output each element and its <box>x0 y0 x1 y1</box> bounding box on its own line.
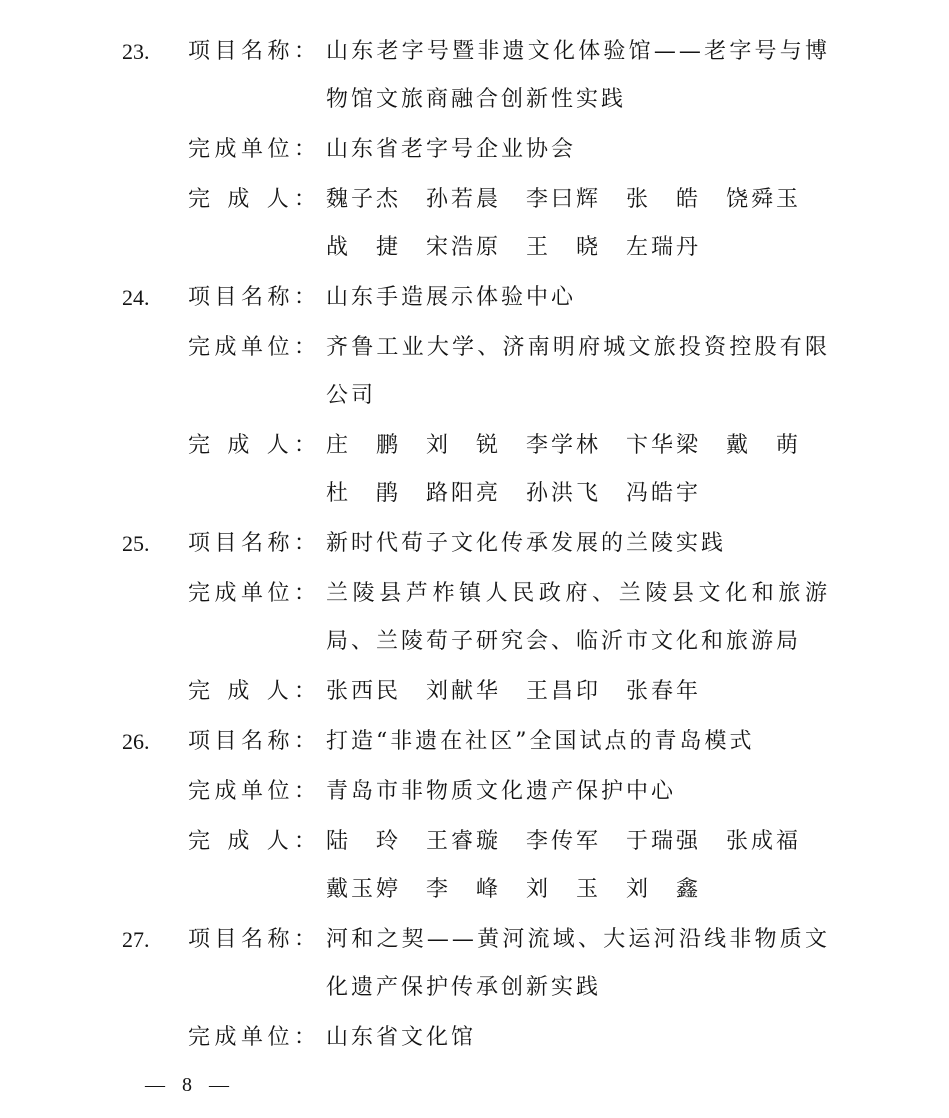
item-24-people-row <box>122 422 842 518</box>
completer-name: 战 捷 <box>326 235 398 260</box>
project-name-text <box>326 718 830 766</box>
project-name-label: 项目名称： <box>188 39 316 64</box>
item-23-project-row <box>122 28 842 124</box>
completer-name: 李 峰 <box>426 877 498 902</box>
item-27-project-row <box>122 916 842 1012</box>
item-23-people-row <box>122 176 842 272</box>
project-name-line: 化遗产保护传承创新实践 <box>326 975 602 1000</box>
completion-unit-label: 完成单位： <box>188 581 316 606</box>
project-name-text <box>326 28 830 124</box>
completer-name: 魏子杰 <box>326 187 398 212</box>
completers-names-row <box>326 866 830 914</box>
completion-unit-line: 山东省文化馆 <box>326 1025 477 1050</box>
completer-name: 张春年 <box>626 679 698 704</box>
project-name-label: 项目名称： <box>188 729 316 754</box>
completer-name: 张 皓 <box>626 187 698 212</box>
item-24-unit-row <box>122 324 842 420</box>
completers-names-row <box>326 224 830 272</box>
completer-name: 刘献华 <box>426 679 498 704</box>
completers-label: 完 成 人： <box>188 433 316 458</box>
completers-label: 完 成 人： <box>188 187 316 212</box>
completers-list <box>326 818 830 914</box>
project-name-line: 物馆文旅商融合创新性实践 <box>326 87 627 112</box>
completers-list <box>326 422 830 518</box>
item-number: 24. <box>122 285 150 310</box>
completion-unit-label: 完成单位： <box>188 779 316 804</box>
completer-name: 刘 锐 <box>426 433 498 458</box>
completers-label: 完 成 人： <box>188 679 316 704</box>
completion-unit-line: 齐鲁工业大学、济南明府城文旅投资控股有限 <box>326 335 830 360</box>
project-name-line: 山东老字号暨非遗文化体验馆——老字号与博 <box>326 39 830 64</box>
completion-unit-line: 公司 <box>326 383 377 408</box>
completion-unit-label: 完成单位： <box>188 1025 316 1050</box>
completer-name: 王睿璇 <box>426 829 498 854</box>
item-27-unit-row <box>122 1014 842 1062</box>
completer-name: 杜 鹃 <box>326 481 398 506</box>
completer-name: 刘 鑫 <box>626 877 698 902</box>
completer-name: 庄 鹏 <box>326 433 398 458</box>
item-25-project-row <box>122 520 842 568</box>
completer-name: 饶舜玉 <box>726 187 798 212</box>
completer-name: 张成福 <box>726 829 798 854</box>
page-number-footer: — 8 — <box>145 1074 235 1096</box>
completion-unit-label: 完成单位： <box>188 137 316 162</box>
completer-name: 冯皓宇 <box>626 481 698 506</box>
completers-list <box>326 176 830 272</box>
completer-name: 陆 玲 <box>326 829 398 854</box>
item-number: 26. <box>122 729 150 754</box>
item-26-people-row <box>122 818 842 914</box>
completers-names-row <box>326 470 830 518</box>
completer-name: 戴玉婷 <box>326 877 398 902</box>
completion-unit-line: 山东省老字号企业协会 <box>326 137 577 162</box>
completers-names-row <box>326 422 830 470</box>
project-name-label: 项目名称： <box>188 531 316 556</box>
completer-name: 李传军 <box>526 829 598 854</box>
completer-name: 王昌印 <box>526 679 598 704</box>
completion-unit-text <box>326 570 830 666</box>
completer-name: 路阳亮 <box>426 481 498 506</box>
completion-unit-line: 青岛市非物质文化遗产保护中心 <box>326 779 677 804</box>
project-name-line: 新时代荀子文化传承发展的兰陵实践 <box>326 531 727 556</box>
completer-name: 孙若晨 <box>426 187 498 212</box>
completers-names-row <box>326 818 830 866</box>
completer-name: 王 晓 <box>526 235 598 260</box>
item-25-unit-row <box>122 570 842 666</box>
project-name-text <box>326 916 830 1012</box>
completion-unit-text <box>326 324 830 420</box>
completer-name: 戴 萌 <box>726 433 798 458</box>
item-23-unit-row <box>122 126 842 174</box>
project-name-text <box>326 274 830 322</box>
completer-name: 孙洪飞 <box>526 481 598 506</box>
award-list <box>122 28 842 1064</box>
completion-unit-label: 完成单位： <box>188 335 316 360</box>
item-25-people-row <box>122 668 842 716</box>
completer-name: 张西民 <box>326 679 398 704</box>
project-name-label: 项目名称： <box>188 927 316 952</box>
completion-unit-text <box>326 126 830 174</box>
project-name-line: 打造“非遗在社区”全国试点的青岛模式 <box>326 729 755 754</box>
item-26-project-row <box>122 718 842 766</box>
project-name-line: 山东手造展示体验中心 <box>326 285 577 310</box>
completion-unit-line: 兰陵县芦柞镇人民政府、兰陵县文化和旅游 <box>326 581 830 606</box>
completers-list <box>326 668 830 716</box>
item-26-unit-row <box>122 768 842 816</box>
project-name-line: 河和之契——黄河流域、大运河沿线非物质文 <box>326 927 830 952</box>
completers-names-row <box>326 176 830 224</box>
completer-name: 于瑞强 <box>626 829 698 854</box>
completion-unit-text <box>326 768 830 816</box>
item-24-project-row <box>122 274 842 322</box>
completer-name: 刘 玉 <box>526 877 598 902</box>
completers-label: 完 成 人： <box>188 829 316 854</box>
completers-names-row <box>326 668 830 716</box>
completer-name: 卞华梁 <box>626 433 698 458</box>
item-number: 25. <box>122 531 150 556</box>
completion-unit-text <box>326 1014 830 1062</box>
completer-name: 李曰辉 <box>526 187 598 212</box>
item-number: 23. <box>122 39 150 64</box>
completer-name: 宋浩原 <box>426 235 498 260</box>
project-name-text <box>326 520 830 568</box>
project-name-label: 项目名称： <box>188 285 316 310</box>
completer-name: 左瑞丹 <box>626 235 698 260</box>
completion-unit-line: 局、兰陵荀子研究会、临沂市文化和旅游局 <box>326 629 802 654</box>
item-number: 27. <box>122 927 150 952</box>
completer-name: 李学林 <box>526 433 598 458</box>
